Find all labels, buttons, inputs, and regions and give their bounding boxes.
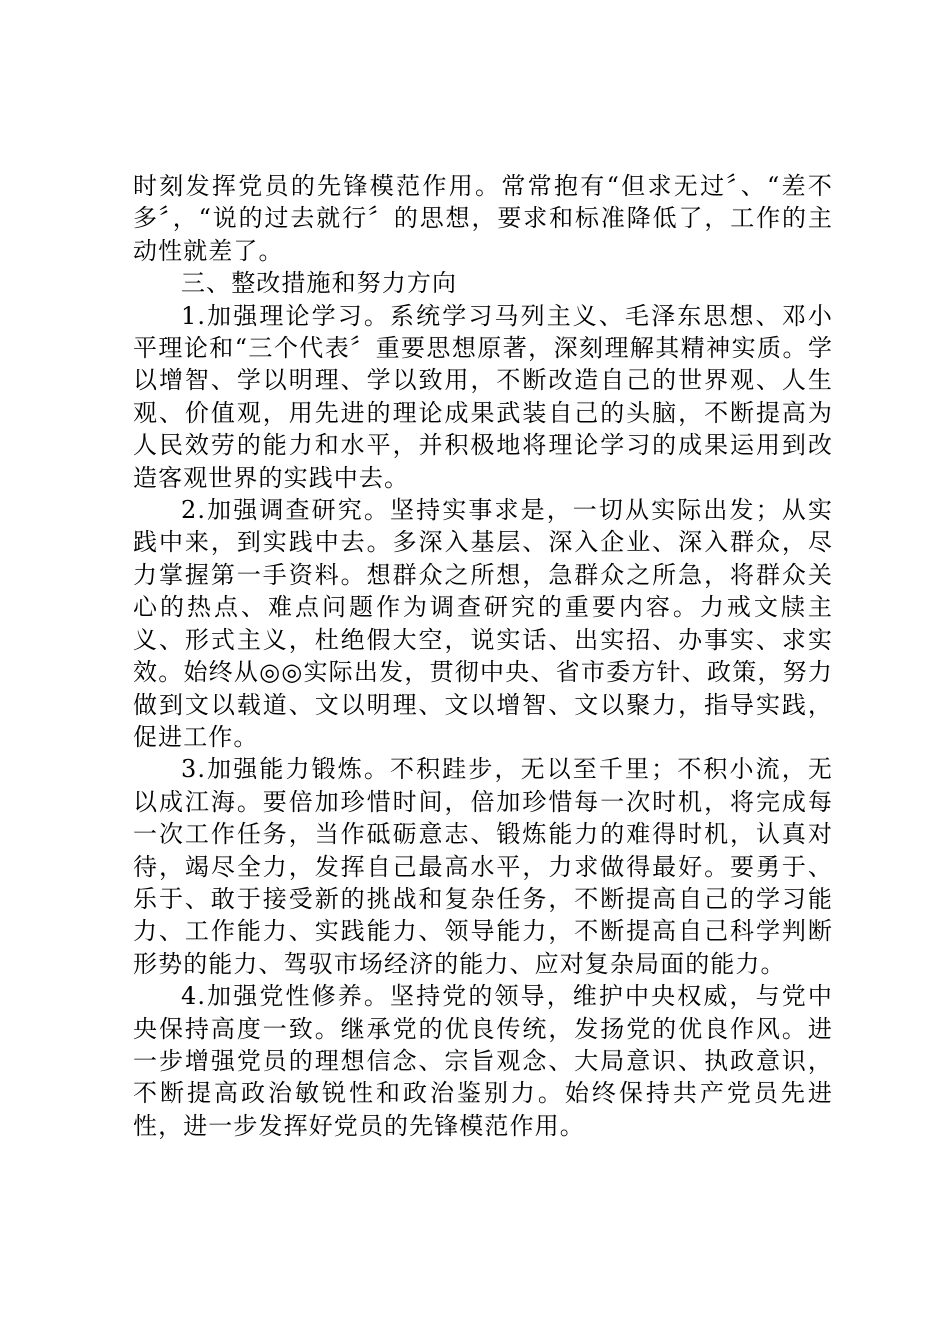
paragraph-ability-training: 3.加强能力锻炼。不积跬步，无以至千里；不积小流，无以成江海。要倍加珍惜时间，倍加珍惜每一次时机，将完成每一次工作任务，当作砥砺意志、锻炼能力的难得时机，认真对待，竭尽全力，发挥自己最高水平，力求做得最好。要勇于、乐于、敢于接受新的挑战和复杂任务，不断提高自己的学习能力、工作能力、实践能力、领导能力，不断提高自己科学判断形势的能力、驾驭市场经济的能力、应对复杂局面的能力。 — [133, 755, 833, 978]
paragraph-investigation-research: 2.加强调查研究。坚持实事求是，一切从实际出发；从实践中来，到实践中去。多深入基层、深入企业、深入群众，尽力掌握第一手资料。想群众之所想，急群众之所急，将群众关心的热点、难点问题作为调查研究的重要内容。力戒文牍主义、形式主义，杜绝假大空，说实话、出实招、办事实、求实效。始终从◎◎实际出发，贯彻中央、省市委方针、政策，努力做到文以载道、文以明理、文以增智、文以聚力，指导实践，促进工作。 — [133, 496, 833, 751]
section-heading-rectification: 三、整改措施和努力方向 — [181, 269, 458, 298]
paragraph-party-cultivation: 4.加强党性修养。坚持党的领导，维护中央权威，与党中央保持高度一致。继承党的优良传统，发扬党的优良作风。进一步增强党员的理想信念、宗旨观念、大局意识、执政意识，不断提高政治敏锐性和政治鉴别力。始终保持共产党员先进性，进一步发挥好党员的先锋模范作用。 — [133, 982, 833, 1140]
document-body — [133, 170, 833, 1142]
paragraph-continuation: 时刻发挥党员的先锋模范作用。常常抱有“但求无过〞、“差不多〞，“说的过去就行〞的思想，要求和标准降低了，工作的主动性就差了。 — [133, 172, 833, 265]
paragraph-theory-study: 1.加强理论学习。系统学习马列主义、毛泽东思想、邓小平理论和“三个代表〞重要思想原著，深刻理解其精神实质。学以增智、学以明理、学以致用，不断改造自己的世界观、人生观、价值观，用先进的理论成果武装自己的头脑，不断提高为人民效劳的能力和水平，并积极地将理论学习的成果运用到改造客观世界的实践中去。 — [133, 301, 833, 492]
